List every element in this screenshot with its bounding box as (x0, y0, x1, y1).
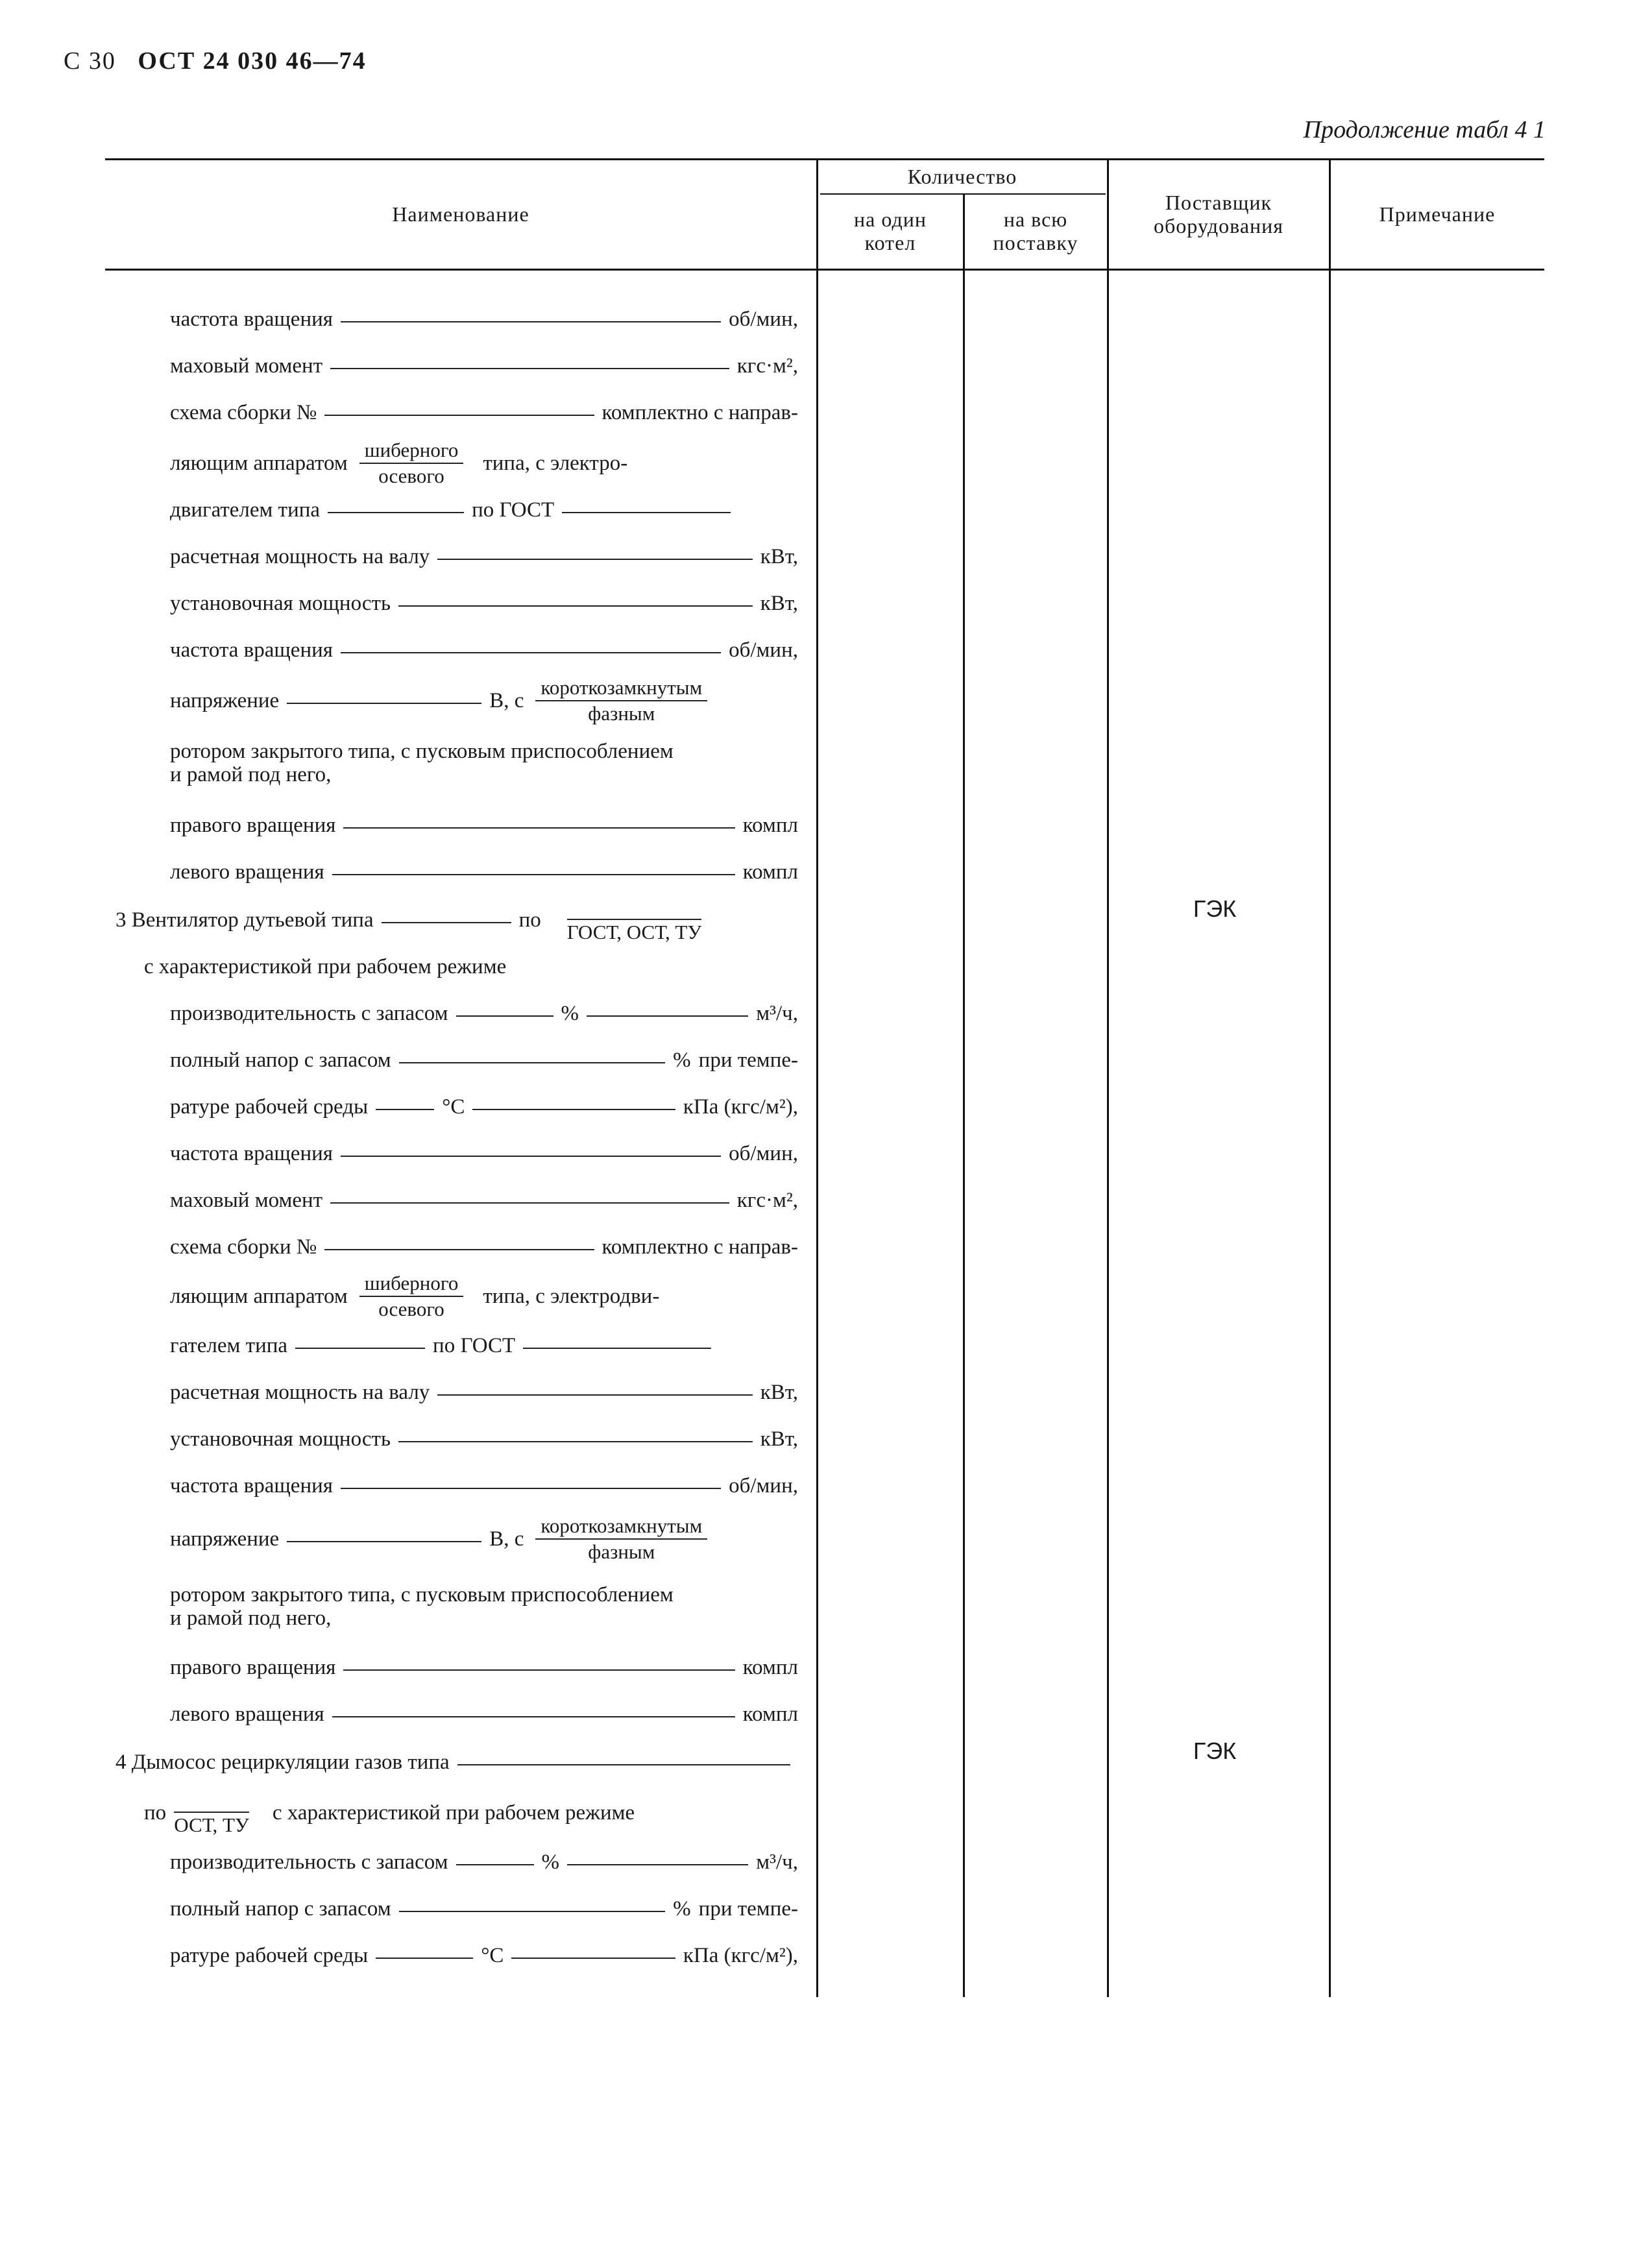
item3-std-fraction: ГОСТ, ОСТ, ТУ (567, 897, 702, 943)
header-name: Наименование (392, 202, 529, 226)
row-motor-2: гателем типа по ГОСТ (170, 1330, 798, 1361)
row-perf: производительность с запасом % м³/ч, (170, 1001, 798, 1025)
page-header (64, 47, 367, 75)
voltage-fraction: $\frac{\text{короткозамкнутым}}{\text{фазным}}$ (535, 677, 707, 725)
row-full-press: полный напор с запасом % при темпе- (170, 1048, 798, 1072)
row-right-rotation-2: правого вращения компл (170, 1655, 798, 1679)
row-voltage-2: напряжение В, с $\frac{\text{короткозамкнутым}}{\text{фазным}}$ (170, 1523, 798, 1555)
row-rotation-3: частота вращения об/мин, (170, 1141, 798, 1165)
voltage-fraction-2: $\frac{\text{короткозамкнутым}}{\text{фазным}}$ (535, 1515, 707, 1563)
page-number: С 30 (64, 47, 116, 75)
row-item4-std: по ОСТ, ТУ с характеристикой при рабочем режиме (144, 1797, 798, 1828)
guide-fraction-2: $\frac{\text{шиберного}}{\text{осевого}}$ (359, 1272, 464, 1320)
supplier-item-3: ГЭК (1193, 895, 1237, 922)
row-calc-power: расчетная мощность на валу кВт, (170, 544, 798, 568)
row-left-rotation-2: левого вращения компл (170, 1702, 798, 1726)
guide-fraction: $\frac{\text{шиберного}}{\text{осевого}}$ (359, 439, 464, 487)
row-left-rotation: левого вращения компл (170, 860, 798, 884)
table-continuation: Продолжение табл 4 1 (1303, 116, 1546, 143)
row-rotation: частота вращения об/мин, (170, 307, 798, 331)
header-quantity: Количество (907, 165, 1017, 188)
row-guide: ляющим аппаратом $\frac{\text{шиберного}}{\text{осевого}}$ типа, с электро- (170, 439, 628, 487)
row-perf-2: производительность с запасом % м³/ч, (170, 1850, 798, 1874)
row-rotation-2: частота вращения об/мин, (170, 638, 798, 662)
header-per-delivery: на всю поставку (993, 208, 1078, 254)
row-right-rotation: правого вращения компл (170, 813, 798, 837)
row-inst-power-2: установочная мощность кВт, (170, 1427, 798, 1451)
item4-std-fraction: ОСТ, ТУ (170, 1789, 253, 1836)
supplier-item-4: ГЭК (1193, 1738, 1237, 1764)
col-divider-3 (1107, 158, 1109, 1997)
row-rotation-4: частота вращения об/мин, (170, 1473, 798, 1497)
row-calc-power-2: расчетная мощность на валу кВт, (170, 1380, 798, 1404)
row-motor: двигателем типа по ГОСТ (170, 494, 798, 526)
header-note: Примечание (1379, 202, 1496, 226)
row-full-press-2: полный напор с запасом % при темпе- (170, 1897, 798, 1921)
col-divider-2 (963, 193, 965, 1997)
row-scheme: схема сборки № комплектно с направ- (170, 400, 798, 424)
row-rotor-2: ротором закрытого типа, с пусковым приспособлением и рамой под него, (170, 1583, 674, 1630)
row-voltage: напряжение В, с $\frac{\text{короткозамкнутым}}{\text{фазным}}$ (170, 685, 798, 716)
row-item-3: 3 Вентилятор дутьевой типа по ГОСТ, ОСТ, ТУ (115, 904, 798, 936)
row-flywheel-2: маховый момент кгс·м², (170, 1188, 798, 1212)
row-inst-power: установочная мощность кВт, (170, 591, 798, 615)
row-guide-2: ляющим аппаратом $\frac{\text{шиберного}}{\text{осевого}}$ типа, с электродви- (170, 1272, 660, 1320)
row-item-4: 4 Дымосос рециркуляции газов типа (115, 1747, 798, 1778)
standard-code: ОСТ 24 030 46—74 (138, 47, 367, 75)
header-per-boiler: на один котел (854, 208, 927, 254)
row-scheme-2: схема сборки № комплектно с направ- (170, 1235, 798, 1259)
row-temp: ратуре рабочей среды °С кПа (кгс/м²), (170, 1095, 798, 1119)
col-divider-1 (816, 158, 818, 1997)
row-rotor: ротором закрытого типа, с пусковым приспособлением и рамой под него, (170, 740, 674, 786)
col-divider-4 (1329, 158, 1331, 1997)
header-supplier: Поставщик оборудования (1154, 191, 1283, 237)
row-flywheel: маховый момент кгс·м², (170, 354, 798, 378)
row-temp-2: ратуре рабочей среды °С кПа (кгс/м²), (170, 1943, 798, 1967)
row-item3-char: с характеристикой при рабочем режиме (144, 954, 507, 978)
